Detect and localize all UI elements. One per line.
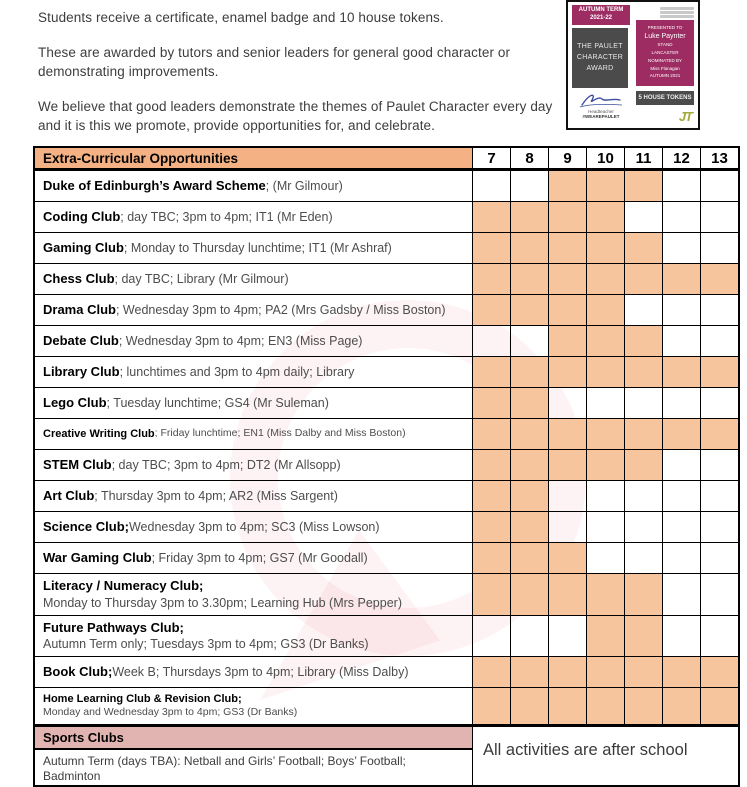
year-cell-available xyxy=(624,326,662,356)
club-label-cell xyxy=(35,388,472,418)
year-cell-available xyxy=(662,357,700,387)
year-column-header: 12 xyxy=(662,148,700,168)
club-label-cell xyxy=(35,233,472,263)
year-cell-available xyxy=(586,202,624,232)
year-cell-available xyxy=(624,688,662,724)
certificate-term-small: AUTUMN 2021 xyxy=(649,73,681,79)
club-detail: ; Thursday 3pm to 4pm; AR2 (Miss Sargent) xyxy=(94,489,338,503)
stand-value: LANCASTER xyxy=(651,50,679,56)
certificate-term: AUTUMN TERM 2021-22 xyxy=(572,5,630,25)
club-detail: ; lunchtimes and 3pm to 4pm daily; Library xyxy=(119,365,355,379)
intro-paragraph-1: Students receive a certificate, enamel badge and 10 house tokens. xyxy=(38,10,444,25)
year-cell-available xyxy=(548,574,586,615)
year-cell-available xyxy=(472,202,510,232)
year-cell-available xyxy=(586,419,624,449)
year-cell-available xyxy=(510,543,548,573)
year-cell-empty xyxy=(700,450,738,480)
year-cell-available xyxy=(510,357,548,387)
club-label-cell xyxy=(35,574,472,615)
year-cell-empty xyxy=(700,616,738,657)
year-cell-available xyxy=(662,264,700,294)
year-cell-available xyxy=(548,171,586,201)
club-label-cell xyxy=(35,481,472,511)
year-cell-empty xyxy=(472,616,510,657)
year-cell-available xyxy=(472,688,510,724)
year-cell-available xyxy=(586,357,624,387)
club-label-cell xyxy=(35,171,472,201)
year-cell-empty xyxy=(700,202,738,232)
year-cell-available xyxy=(700,357,738,387)
year-cell-available xyxy=(548,419,586,449)
certificate-title: THE PAULET CHARACTER AWARD xyxy=(572,28,628,88)
sports-clubs-detail: Autumn Term (days TBA): Netball and Girls’ Football; Boys’ Football; Badminton xyxy=(43,753,406,784)
year-cell-available xyxy=(548,202,586,232)
club-detail: ; Friday 3pm to 4pm; GS7 (Mr Goodall) xyxy=(151,551,368,565)
club-label-cell xyxy=(35,264,472,294)
club-detail: ; Friday lunchtime; EN1 (Miss Dalby and Miss Boston) xyxy=(154,427,406,440)
year-cell-available xyxy=(662,419,700,449)
year-column-header: 10 xyxy=(586,148,624,168)
club-detail: ; day TBC; Library (Mr Gilmour) xyxy=(114,272,289,286)
year-cell-empty xyxy=(700,171,738,201)
year-cell-available xyxy=(548,657,586,687)
year-cell-empty xyxy=(662,543,700,573)
year-cell-empty xyxy=(624,295,662,325)
club-detail: Monday to Thursday 3pm to 3.30pm; Learning Hub (Mrs Pepper) xyxy=(43,595,402,610)
year-cell-available xyxy=(624,574,662,615)
club-detail: ; day TBC; 3pm to 4pm; IT1 (Mr Eden) xyxy=(120,210,333,224)
year-cell-empty xyxy=(662,481,700,511)
certificate-hashtag: #WEAREPAULET xyxy=(582,113,620,119)
club-name: Creative Writing Club xyxy=(43,427,155,440)
year-cell-available xyxy=(662,688,700,724)
table-row xyxy=(35,202,738,233)
club-label-cell xyxy=(35,419,472,449)
signature-block xyxy=(572,91,630,119)
year-cell-available xyxy=(624,233,662,263)
table-row xyxy=(35,264,738,295)
table-row xyxy=(35,543,738,574)
year-cell-empty xyxy=(700,512,738,542)
year-cell-empty xyxy=(662,233,700,263)
year-cell-available xyxy=(548,326,586,356)
year-cell-empty xyxy=(624,481,662,511)
year-cell-available xyxy=(624,616,662,657)
sports-clubs-header: Sports Clubs xyxy=(35,727,472,750)
year-cell-available xyxy=(510,233,548,263)
year-column-header: 8 xyxy=(510,148,548,168)
year-cell-available xyxy=(586,264,624,294)
house-tokens-badge: 5 HOUSE TOKENS xyxy=(636,91,694,105)
year-cell-available xyxy=(472,419,510,449)
year-cell-empty xyxy=(662,171,700,201)
year-cell-available xyxy=(472,512,510,542)
table-row xyxy=(35,657,738,688)
recipient-name: Luke Paynter xyxy=(644,32,686,40)
club-label-cell xyxy=(35,450,472,480)
year-cell-empty xyxy=(700,388,738,418)
year-cell-empty xyxy=(624,388,662,418)
club-name: Library Club xyxy=(43,363,120,379)
year-cell-empty xyxy=(700,295,738,325)
year-cell-empty xyxy=(662,512,700,542)
year-cell-empty xyxy=(548,512,586,542)
year-cell-available xyxy=(548,295,586,325)
year-cell-available xyxy=(586,657,624,687)
signature-icon xyxy=(576,91,626,109)
table-row xyxy=(35,233,738,264)
club-name: Literacy / Numeracy Club; xyxy=(43,578,204,593)
table-row xyxy=(35,171,738,202)
year-cell-available xyxy=(548,450,586,480)
club-name: Debate Club xyxy=(43,332,119,348)
year-cell-available xyxy=(548,357,586,387)
year-cell-available xyxy=(510,512,548,542)
year-cell-empty xyxy=(700,326,738,356)
year-cell-available xyxy=(586,574,624,615)
club-detail: ; Monday to Thursday lunchtime; IT1 (Mr Ashraf) xyxy=(123,241,392,255)
year-cell-empty xyxy=(662,450,700,480)
table-row xyxy=(35,326,738,357)
year-cell-empty xyxy=(662,388,700,418)
year-cell-available xyxy=(624,264,662,294)
year-cell-empty xyxy=(624,202,662,232)
nominator-name: Miss Flanagan xyxy=(650,65,680,71)
year-cell-available xyxy=(548,233,586,263)
intro-paragraph-2: These are awarded by tutors and senior leaders for general good character or demonstrating improvements. xyxy=(38,44,511,80)
year-cell-available xyxy=(510,388,548,418)
year-cell-available xyxy=(548,688,586,724)
table-row xyxy=(35,388,738,419)
club-name: Chess Club xyxy=(43,270,115,286)
year-cell-available xyxy=(472,295,510,325)
year-cell-available xyxy=(472,574,510,615)
table-row xyxy=(35,419,738,450)
year-cell-available xyxy=(548,264,586,294)
table-row xyxy=(35,357,738,388)
year-cell-available xyxy=(472,450,510,480)
club-name: Book Club; xyxy=(43,663,113,679)
year-cell-empty xyxy=(548,388,586,418)
year-cell-available xyxy=(624,171,662,201)
club-label-cell xyxy=(35,357,472,387)
club-name: Lego Club xyxy=(43,394,107,410)
year-cell-empty xyxy=(586,543,624,573)
sports-section xyxy=(35,727,738,785)
year-cell-available xyxy=(586,171,624,201)
year-cell-available xyxy=(586,688,624,724)
year-cell-available xyxy=(510,450,548,480)
year-cell-empty xyxy=(700,574,738,615)
club-detail: Autumn Term only; Tuesdays 3pm to 4pm; GS3 (Dr Banks) xyxy=(43,637,369,652)
year-cell-empty xyxy=(510,171,548,201)
table-row xyxy=(35,481,738,512)
year-cell-empty xyxy=(700,233,738,263)
year-column-header: 7 xyxy=(472,148,510,168)
year-cell-empty xyxy=(700,543,738,573)
year-cell-available xyxy=(472,657,510,687)
year-cell-empty xyxy=(624,512,662,542)
year-column-header: 9 xyxy=(548,148,586,168)
club-detail: Monday and Wednesday 3pm to 4pm; GS3 (Dr Banks) xyxy=(43,706,298,719)
year-cell-available xyxy=(472,388,510,418)
club-label-cell xyxy=(35,616,472,657)
year-cell-available xyxy=(624,419,662,449)
award-certificate-thumbnail xyxy=(566,0,700,130)
year-column-header: 11 xyxy=(624,148,662,168)
year-cell-available xyxy=(700,688,738,724)
year-cell-empty xyxy=(510,616,548,657)
year-cell-empty xyxy=(624,543,662,573)
year-cell-empty xyxy=(548,616,586,657)
club-detail: ; Wednesday 3pm to 4pm; PA2 (Mrs Gadsby / Miss Boston) xyxy=(115,303,446,317)
club-label-cell xyxy=(35,326,472,356)
signature-role: Headteacher xyxy=(588,108,614,114)
year-cell-available xyxy=(510,264,548,294)
club-name: Coding Club xyxy=(43,208,121,224)
year-cell-available xyxy=(510,688,548,724)
club-detail: Wednesday 3pm to 4pm; SC3 (Miss Lowson) xyxy=(128,520,380,534)
year-cell-available xyxy=(624,357,662,387)
club-label-cell xyxy=(35,295,472,325)
club-detail: Week B; Thursdays 3pm to 4pm; Library (Miss Dalby) xyxy=(112,665,409,680)
year-cell-available xyxy=(662,657,700,687)
certificate-presented-panel xyxy=(636,20,694,86)
club-detail: ; (Mr Gilmour) xyxy=(265,179,343,193)
year-cell-available xyxy=(510,202,548,232)
club-label-cell xyxy=(35,543,472,573)
club-name: Duke of Edinburgh’s Award Scheme xyxy=(43,177,266,193)
year-cell-available xyxy=(510,657,548,687)
year-cell-available xyxy=(700,264,738,294)
year-cell-empty xyxy=(586,512,624,542)
year-cell-empty xyxy=(472,171,510,201)
after-school-note: All activities are after school xyxy=(472,727,738,785)
club-name: Art Club xyxy=(43,487,95,503)
year-cell-available xyxy=(700,657,738,687)
intro-paragraph-3: We believe that good leaders demonstrate the themes of Paulet Character every day and it is this we promote, provide opportunities for, and celebrate. xyxy=(38,98,553,134)
year-cell-available xyxy=(510,481,548,511)
school-logo: JT xyxy=(678,109,692,124)
club-name: Drama Club xyxy=(43,301,116,317)
year-cell-available xyxy=(624,657,662,687)
year-column-header: 13 xyxy=(700,148,738,168)
table-row xyxy=(35,512,738,543)
year-cell-empty xyxy=(700,481,738,511)
club-name: STEM Club xyxy=(43,456,112,472)
year-cell-available xyxy=(472,264,510,294)
year-cell-available xyxy=(510,574,548,615)
table-title: Extra-Curricular Opportunities xyxy=(35,148,472,168)
stand-label: STAND xyxy=(657,42,673,48)
year-cell-available xyxy=(472,357,510,387)
table-row xyxy=(35,688,738,727)
club-label-cell xyxy=(35,688,472,724)
table-header-row xyxy=(35,148,738,171)
year-cell-available xyxy=(510,295,548,325)
club-detail: ; Wednesday 3pm to 4pm; EN3 (Miss Page) xyxy=(118,334,363,348)
table-row xyxy=(35,574,738,616)
year-cell-available xyxy=(548,543,586,573)
year-cell-empty xyxy=(472,326,510,356)
year-cell-empty xyxy=(548,481,586,511)
year-cell-available xyxy=(586,616,624,657)
club-label-cell xyxy=(35,202,472,232)
year-cell-available xyxy=(586,326,624,356)
club-label-cell xyxy=(35,512,472,542)
table-row xyxy=(35,616,738,658)
table-row xyxy=(35,450,738,481)
presented-to-label: PRESENTED TO xyxy=(647,25,683,31)
year-cell-empty xyxy=(662,295,700,325)
year-cell-empty xyxy=(510,326,548,356)
year-cell-available xyxy=(586,233,624,263)
year-cell-available xyxy=(472,481,510,511)
year-cell-available xyxy=(472,233,510,263)
extra-curricular-table xyxy=(33,146,740,787)
year-cell-empty xyxy=(662,616,700,657)
club-detail: ; day TBC; 3pm to 4pm; DT2 (Mr Allsopp) xyxy=(111,458,341,472)
year-cell-available xyxy=(586,450,624,480)
year-cell-available xyxy=(472,543,510,573)
club-name: Future Pathways Club; xyxy=(43,619,184,635)
nominated-by-label: NOMINATED BY xyxy=(648,57,682,63)
year-cell-empty xyxy=(662,326,700,356)
year-cell-available xyxy=(624,450,662,480)
year-cell-available xyxy=(586,295,624,325)
year-cell-empty xyxy=(586,388,624,418)
year-cell-available xyxy=(510,419,548,449)
year-cell-empty xyxy=(662,202,700,232)
year-cell-available xyxy=(700,419,738,449)
table-row xyxy=(35,295,738,326)
year-cell-empty xyxy=(586,481,624,511)
club-detail: ; Tuesday lunchtime; GS4 (Mr Suleman) xyxy=(106,396,329,410)
club-name: Gaming Club xyxy=(43,239,124,255)
club-name: War Gaming Club xyxy=(43,549,152,565)
club-name: Science Club; xyxy=(43,518,129,534)
club-name: Home Learning Club & Revision Club; xyxy=(43,693,242,706)
year-cell-empty xyxy=(662,574,700,615)
intro-text xyxy=(38,8,558,151)
club-label-cell xyxy=(35,657,472,687)
